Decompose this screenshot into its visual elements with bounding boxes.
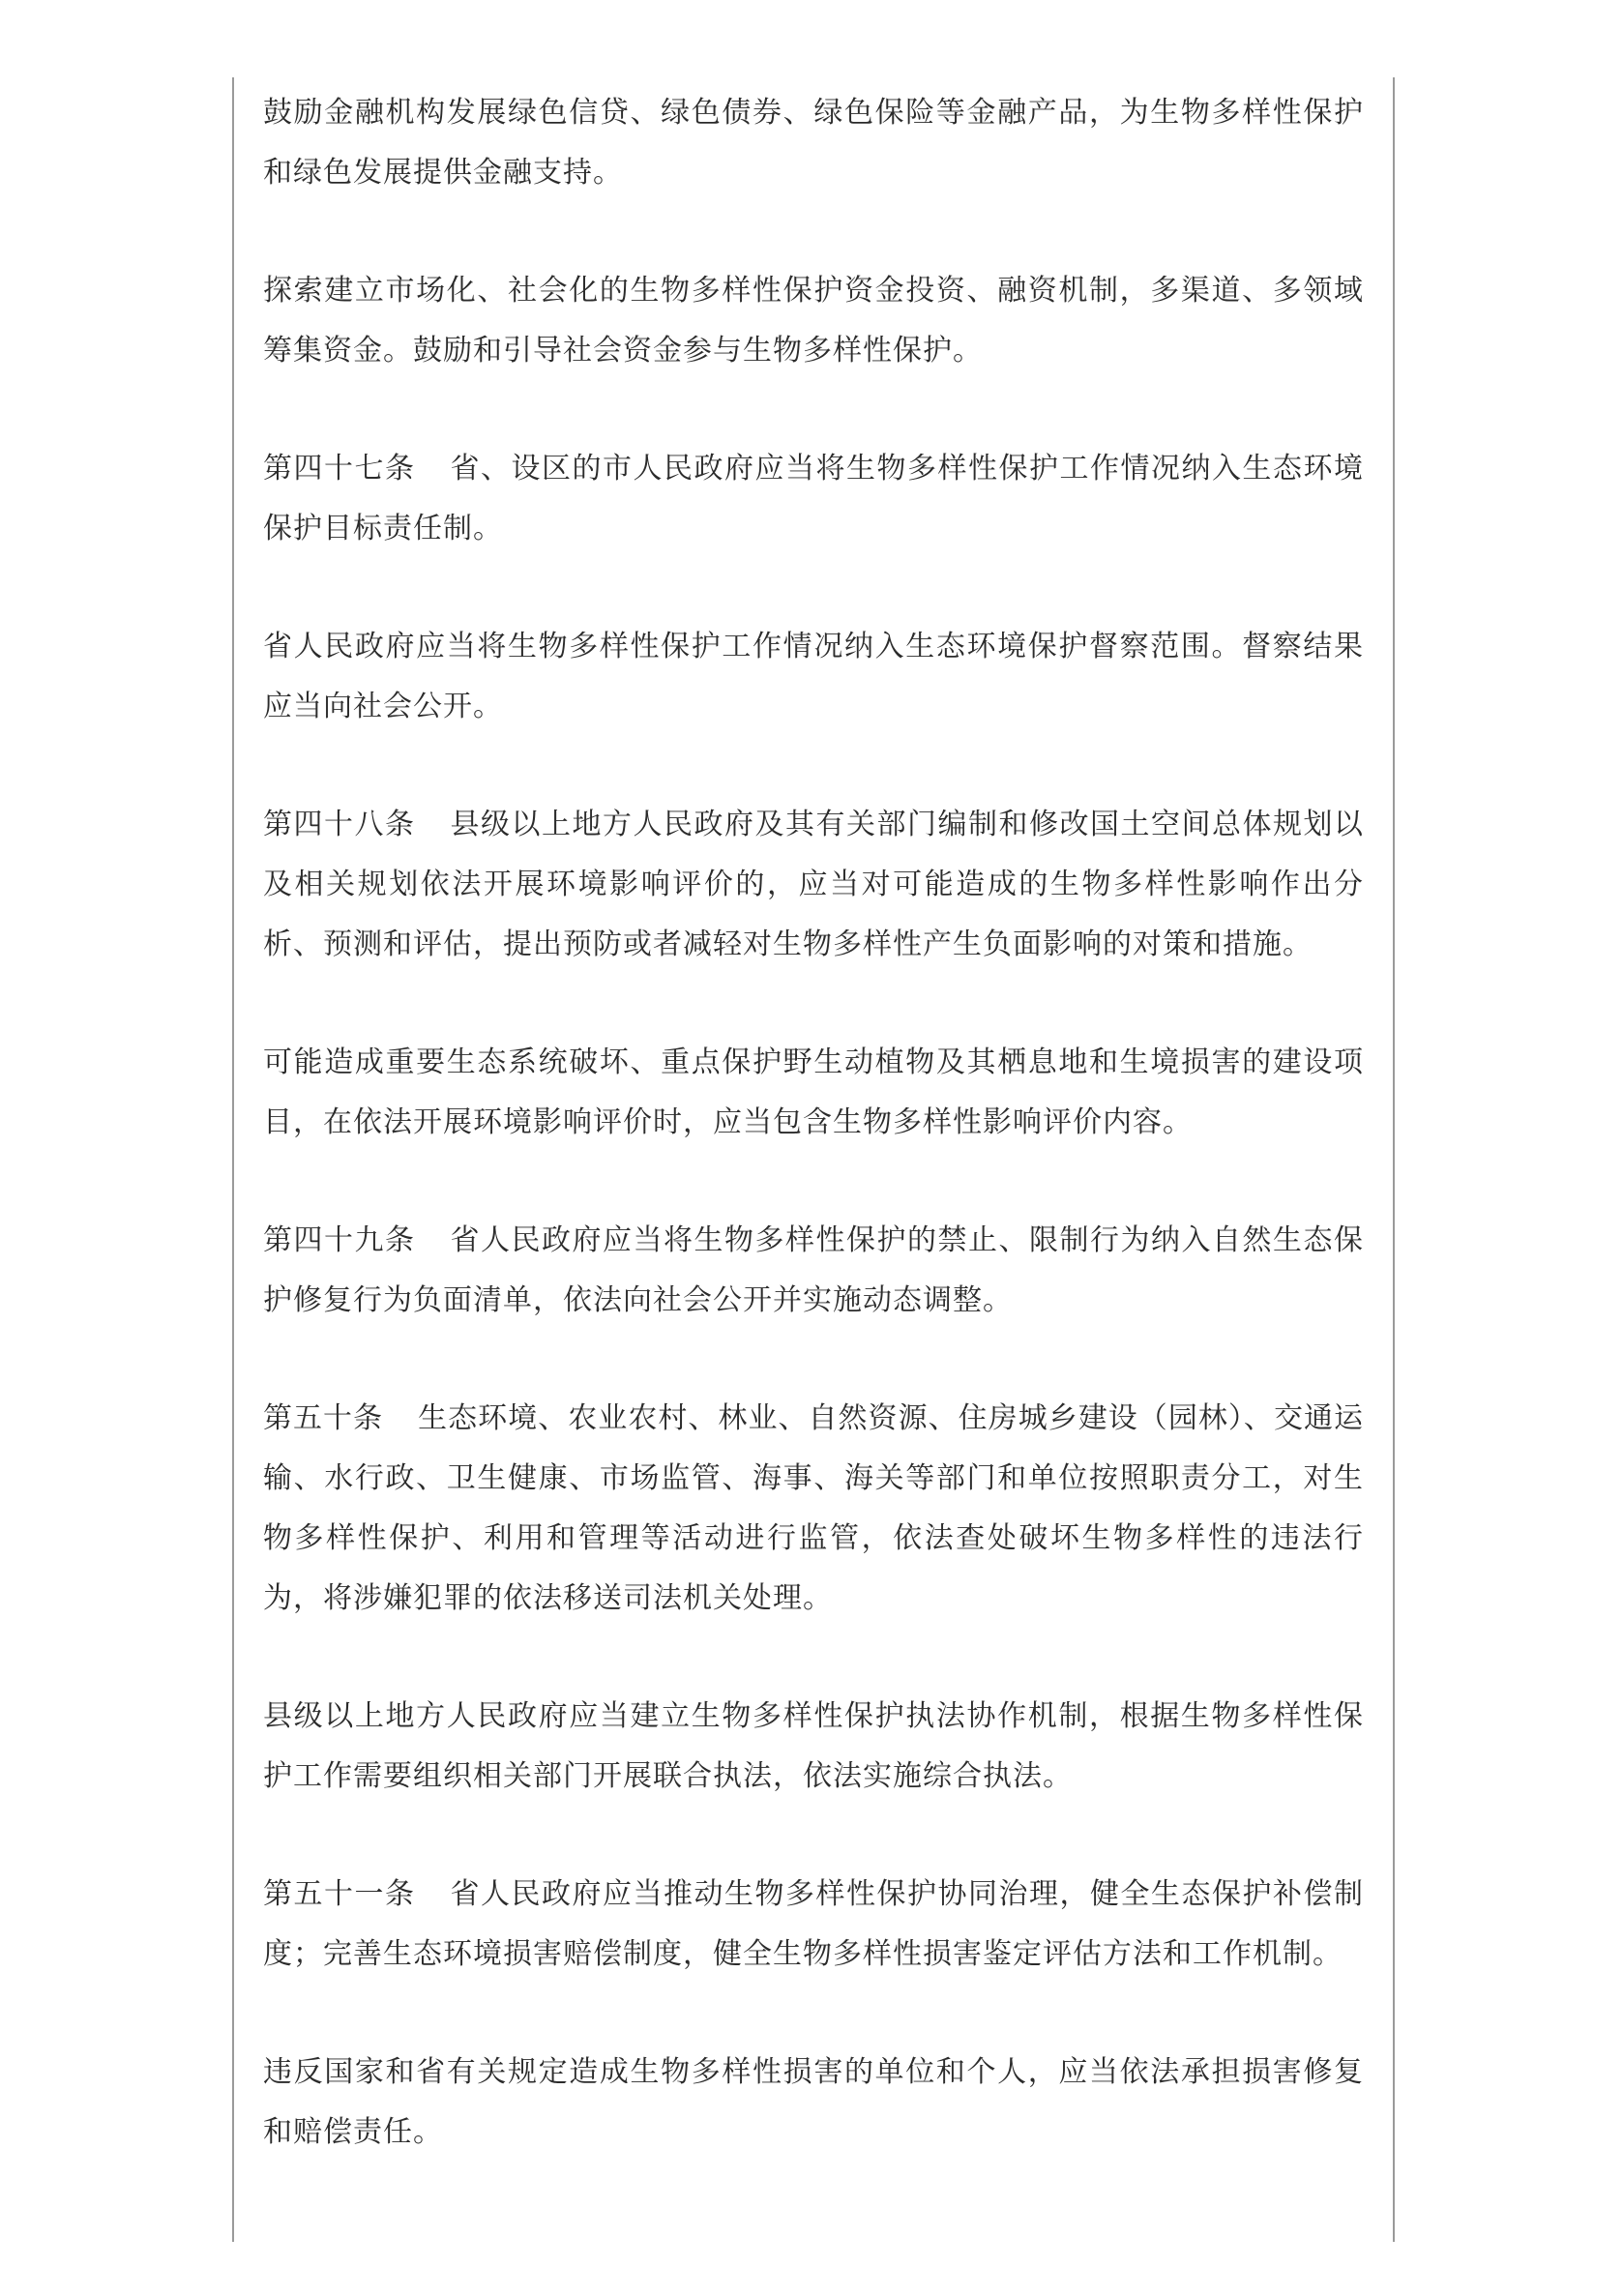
document-page-frame bbox=[232, 77, 1395, 2242]
article-number: 第四十九条 bbox=[263, 1223, 416, 1257]
paragraph-text: 违反国家和省有关规定造成生物多样性损害的单位和个人，应当依法承担损害修复和赔偿责任。 bbox=[263, 2055, 1364, 2149]
paragraph bbox=[263, 1033, 1364, 1153]
document-body bbox=[263, 83, 1364, 2221]
article-51 bbox=[263, 1865, 1364, 1985]
paragraph bbox=[263, 1687, 1364, 1807]
article-47 bbox=[263, 439, 1364, 559]
paragraph bbox=[263, 617, 1364, 737]
paragraph-text: 可能造成重要生态系统破坏、重点保护野生动植物及其栖息地和生境损害的建设项目，在依法开展环境影响评价时，应当包含生物多样性影响评价内容。 bbox=[263, 1045, 1364, 1139]
paragraph-text: 县级以上地方人民政府应当建立生物多样性保护执法协作机制，根据生物多样性保护工作需要组织相关部门开展联合执法，依法实施综合执法。 bbox=[263, 1699, 1364, 1793]
article-number: 第五十一条 bbox=[263, 1877, 416, 1911]
paragraph-text: 鼓励金融机构发展绿色信贷、绿色债券、绿色保险等金融产品，为生物多样性保护和绿色发展提供金融支持。 bbox=[263, 96, 1364, 190]
paragraph-text: 省人民政府应当推动生物多样性保护协同治理，健全生态保护补偿制度；完善生态环境损害赔偿制度，健全生物多样性损害鉴定评估方法和工作机制。 bbox=[263, 1877, 1364, 1971]
article-number: 第四十七条 bbox=[263, 452, 416, 486]
article-50 bbox=[263, 1389, 1364, 1629]
paragraph-text: 省、设区的市人民政府应当将生物多样性保护工作情况纳入生态环境保护目标责任制。 bbox=[263, 452, 1364, 545]
paragraph-text: 探索建立市场化、社会化的生物多样性保护资金投资、融资机制，多渠道、多领域筹集资金。鼓励和引导社会资金参与生物多样性保护。 bbox=[263, 274, 1364, 368]
paragraph bbox=[263, 83, 1364, 203]
paragraph bbox=[263, 261, 1364, 381]
article-number: 第五十条 bbox=[263, 1401, 384, 1435]
paragraph-text: 省人民政府应当将生物多样性保护的禁止、限制行为纳入自然生态保护修复行为负面清单，依法向社会公开并实施动态调整。 bbox=[263, 1223, 1364, 1317]
paragraph-text: 省人民政府应当将生物多样性保护工作情况纳入生态环境保护督察范围。督察结果应当向社会公开。 bbox=[263, 630, 1364, 723]
article-49 bbox=[263, 1211, 1364, 1331]
article-number: 第四十八条 bbox=[263, 808, 416, 841]
paragraph-text: 县级以上地方人民政府及其有关部门编制和修改国土空间总体规划以及相关规划依法开展环境影响评价的，应当对可能造成的生物多样性影响作出分析、预测和评估，提出预防或者减轻对生物多样性产生负面影响的对策和措施。 bbox=[263, 808, 1364, 961]
paragraph bbox=[263, 2043, 1364, 2163]
paragraph-text: 生态环境、农业农村、林业、自然资源、住房城乡建设（园林）、交通运输、水行政、卫生健康、市场监管、海事、海关等部门和单位按照职责分工，对生物多样性保护、利用和管理等活动进行监管，依法查处破坏生物多样性的违法行为，将涉嫌犯罪的依法移送司法机关处理。 bbox=[263, 1401, 1365, 1615]
article-48 bbox=[263, 795, 1364, 975]
